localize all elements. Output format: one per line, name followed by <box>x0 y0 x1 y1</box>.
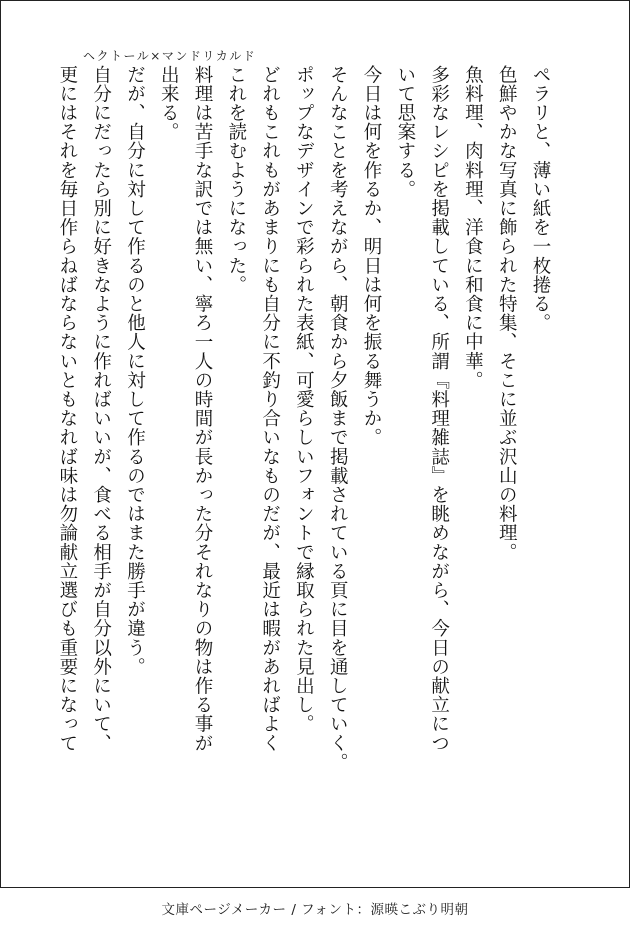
text-line: ポップなデザインで彩られた表紙、可愛らしいフォントで縁取られた見出し。 <box>293 65 315 734</box>
text-line: 出来る。 <box>158 65 180 142</box>
text-line: 料理は苦手な訳では無い、寧ろ一人の時間が長かった分それなりの物は作る事が <box>192 65 214 753</box>
text-line: 色鮮やかな写真に飾られた特集、そこに並ぶ沢山の料理。 <box>496 65 518 562</box>
text-line: どれもこれもがあまりにも自分に不釣り合いなものだが、最近は暇があればよく <box>259 65 281 753</box>
text-line: 自分にだったら別に好きなように作ればいいが、食べる相手が自分以外にいて、 <box>90 65 112 753</box>
story-title: ヘクトール×マンドリカルド <box>83 49 257 63</box>
text-line: だが、自分に対して作るのと他人に対して作るのではまた勝手が違う。 <box>124 65 146 677</box>
footer-credit: 文庫ページメーカー / フォント：源暎こぶり明朝 <box>161 902 469 918</box>
text-line: そんなことを考えながら、朝食から夕飯まで掲載されている頁に目を通していく。 <box>327 65 349 772</box>
text-line: いて思案する。 <box>394 65 416 199</box>
text-line: ペラリと、薄い紙を一枚捲る。 <box>530 65 551 333</box>
text-line: これを読むようになった。 <box>225 65 247 295</box>
text-line: 魚料理、肉料理、洋食に和食に中華。 <box>462 65 484 390</box>
text-line: 更にはそれを毎日作らねばならないともなれば味は勿論献立選びも重要になって <box>56 65 78 753</box>
text-line: 多彩なレシピを掲載している、所謂『料理雑誌』を眺めながら、今日の献立につ <box>428 65 450 753</box>
text-line: 今日は何を作るか、明日は何を振る舞うか。 <box>361 65 383 447</box>
vertical-text-body <box>50 65 557 845</box>
